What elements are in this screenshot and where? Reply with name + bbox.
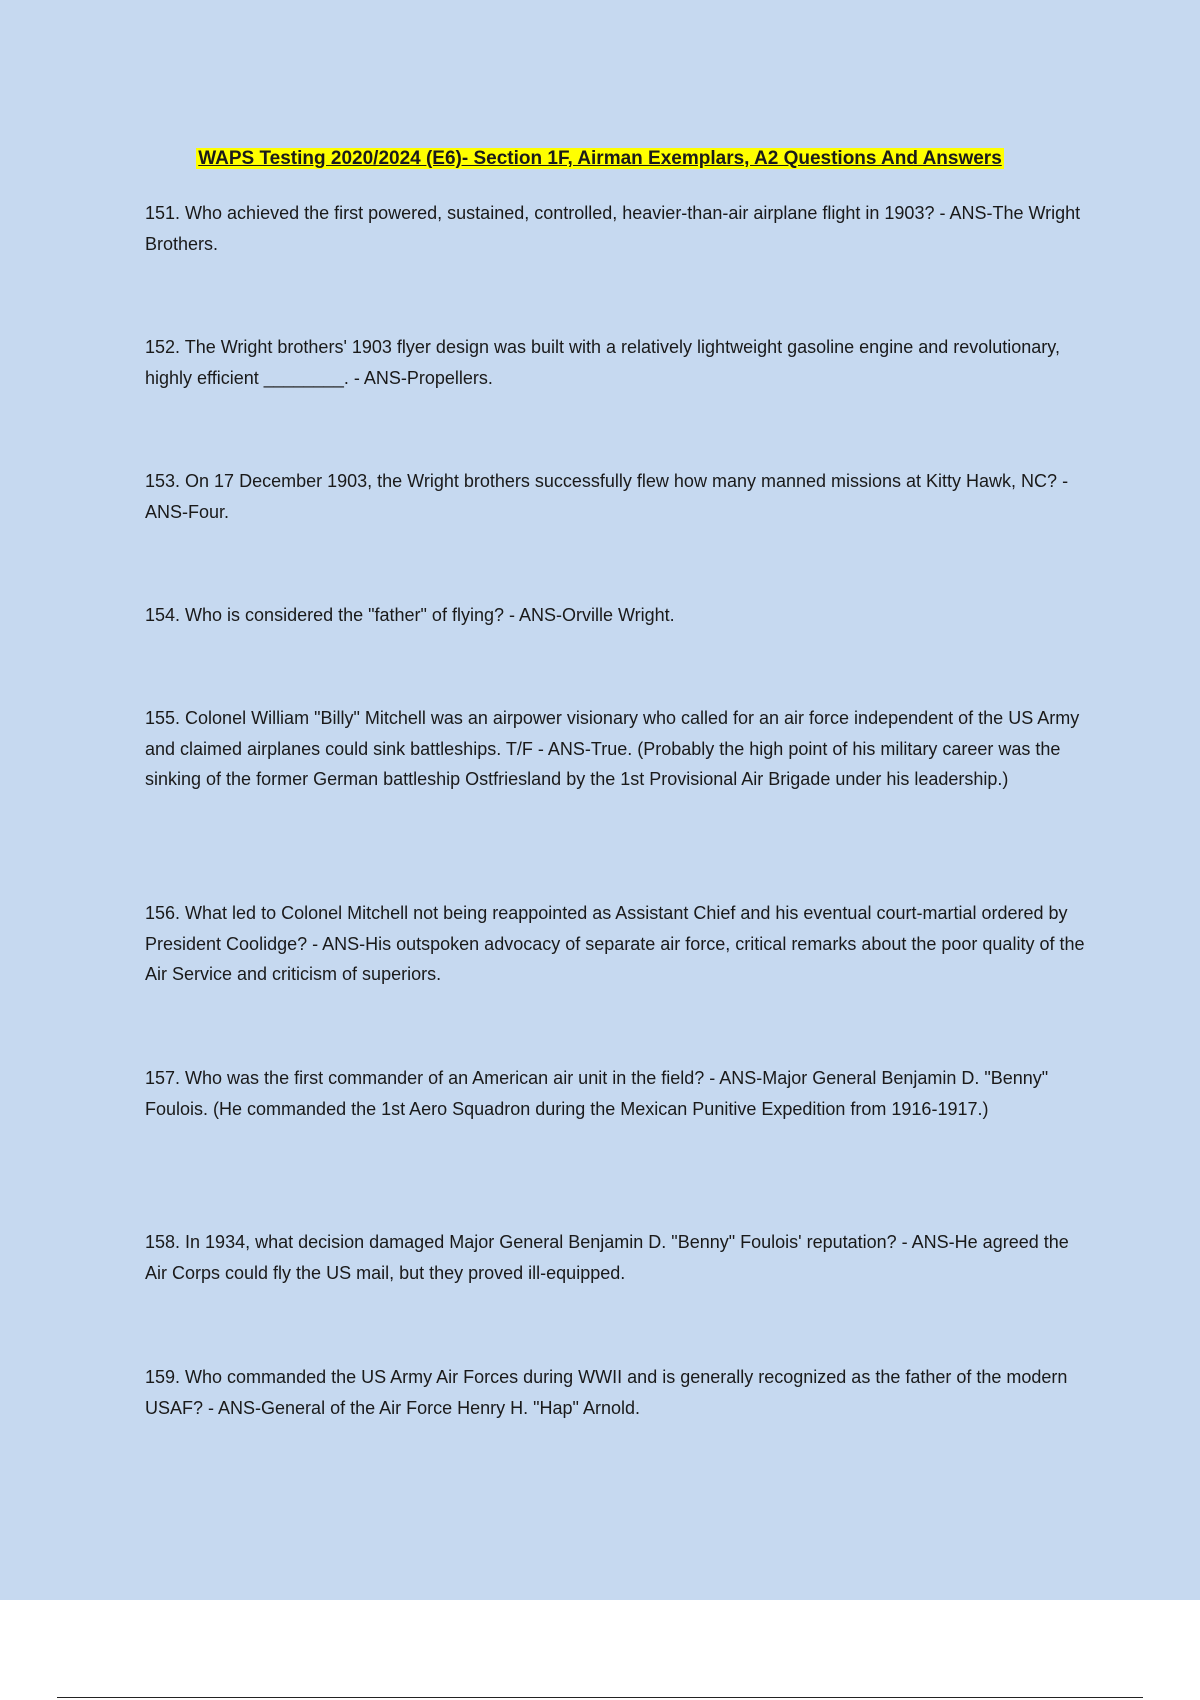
qa-item-151: 151. Who achieved the first powered, sustained, controlled, heavier-than-air airplane flight in 1903? - ANS-The Wright Brothers. [145, 203, 1081, 254]
qa-item-158: 158. In 1934, what decision damaged Major General Benjamin D. "Benny" Foulois' reputation? - ANS-He agreed the Air Corps could fly the US mail, but they proved ill-equipped. [145, 1232, 1069, 1283]
qa-item-156: 156. What led to Colonel Mitchell not being reappointed as Assistant Chief and his eventual court-martial ordered by President Coolidge? - ANS-His outspoken advocacy of separate air force, critical remarks about the poor quality of the Air Service and criticism of superiors. [145, 903, 1085, 984]
qa-item-152: 152. The Wright brothers' 1903 flyer design was built with a relatively lightweight gasoline engine and revolutionary, highly efficient ________. - ANS-Propellers. [145, 337, 1060, 388]
qa-item-159: 159. Who commanded the US Army Air Forces during WWII and is generally recognized as the father of the modern USAF? - ANS-General of the Air Force Henry H. "Hap" Arnold. [145, 1367, 1068, 1418]
footer-divider [57, 1697, 1143, 1698]
qa-item-154: 154. Who is considered the "father" of flying? - ANS-Orville Wright. [145, 605, 675, 625]
qa-item-153: 153. On 17 December 1903, the Wright brothers successfully flew how many manned missions at Kitty Hawk, NC? - ANS-Four. [145, 471, 1069, 522]
document-title [0, 145, 1200, 173]
document-title-text: WAPS Testing 2020/2024 (E6)- Section 1F, Airman Exemplars, A2 Questions And Answers [198, 148, 1002, 169]
qa-item-157: 157. Who was the first commander of an American air unit in the field? - ANS-Major General Benjamin D. "Benny" Foulois. (He commanded the 1st Aero Squadron during the Mexican Punitive Expedition from 1916-1917.) [145, 1068, 1049, 1119]
qa-item-155: 155. Colonel William "Billy" Mitchell was an airpower visionary who called for an air force independent of the US Army and claimed airplanes could sink battleships. T/F - ANS-True. (Probably the high point of his military career was the sinking of the former German battleship Ostfriesland by the 1st Provisional Air Brigade under his leadership.) [145, 708, 1080, 789]
